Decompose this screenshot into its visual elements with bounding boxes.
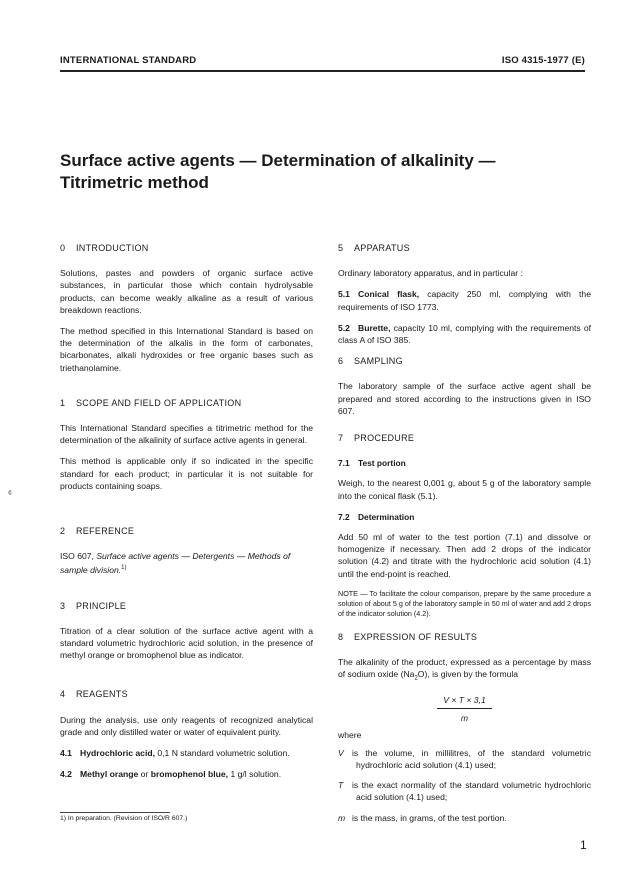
title-line-2: Titrimetric method bbox=[60, 173, 209, 192]
section-4-heading: 4 REAGENTS bbox=[60, 689, 128, 700]
section-5-heading: 5 APPARATUS bbox=[338, 243, 410, 253]
alkalinity-formula bbox=[338, 694, 591, 724]
formula-numerator: V × T × 3,1 bbox=[437, 694, 492, 709]
page-header bbox=[60, 52, 585, 68]
header-standard-number: ISO 4315-1977 (E) bbox=[501, 55, 585, 66]
section-2-reference: ISO 607, Surface active agents — Detergents — Methods of sample division.$^{1)}$ bbox=[60, 551, 291, 576]
section-5-item-2: 5.2 Burette, capacity 10 ml, complying with the requirements of class A of ISO 385. bbox=[338, 322, 591, 346]
subsection-7-2-text: Add 50 ml of water to the test portion (7.1) and dissolve or homogenize if necessary. Then add 2 drops of the indicator solution (4.2) and titrate with the hydrochloric acid solution (4.1) until the end-point is reached. bbox=[338, 532, 591, 579]
section-1-paragraph-1: This International Standard specifies a titrimetric method for the determination of the alkalinity of surface active agents in general. bbox=[60, 423, 313, 446]
section-4-item-2: 4.2 Methyl orange or bromophenol blue, 1 g/l solution. bbox=[60, 769, 282, 780]
header-rule bbox=[60, 70, 585, 72]
where-label: where bbox=[338, 729, 362, 740]
formula-denominator: m bbox=[460, 713, 469, 724]
definition-m: m is the mass, in grams, of the test portion. bbox=[338, 812, 507, 823]
section-0-heading: 0 INTRODUCTION bbox=[60, 243, 149, 253]
subsection-7-1-text: Weigh, to the nearest 0,001 g, about 5 g of the laboratory sample into the conical flask (5.1). bbox=[338, 478, 591, 501]
section-1-heading: 1 SCOPE AND FIELD OF APPLICATION bbox=[60, 397, 242, 408]
section-0-paragraph-2: The method specified in this International Standard is based on the determination of the alkalis in the form of carbonates, bicarbonates, alkali hydroxides or free organic bases such as triethanolamine. bbox=[60, 326, 313, 373]
section-6-heading: 6 SAMPLING bbox=[338, 356, 403, 367]
section-0-paragraph-1: Solutions, pastes and powders of organic surface active substances, in particular those which contain hydrolysable products, can become weakly alkaline as a result of various breakdown reactions. bbox=[60, 268, 313, 315]
section-4-item-1: 4.1 Hydrochloric acid, 0,1 N standard volumetric solution. bbox=[60, 747, 290, 758]
section-1-paragraph-2: This method is applicable only if so indicated in the specific standard for each product; in particular it is not suitable for products containing soaps. bbox=[60, 456, 313, 491]
section-6-paragraph-1: The laboratory sample of the surface active agent shall be prepared and stored according to the instructions given in ISO 607. bbox=[338, 381, 591, 416]
definition-t: T is the exact normality of the standard volumetric hydrochloric acid solution (4.1) used; bbox=[338, 780, 591, 803]
document-title bbox=[60, 150, 560, 194]
procedure-note: NOTE — To facilitate the colour comparison, prepare by the same procedure a solution of about 5 g of the laboratory sample in 50 ml of water and add 2 drops of the indicator solution (4.2). bbox=[338, 588, 591, 618]
subsection-7-1-heading: 7.1 Test portion bbox=[338, 458, 406, 469]
section-8-paragraph-1: The alkalinity of the product, expressed as a percentage by mass of sodium oxide $(Na_2O)$, is given by the formula bbox=[338, 657, 591, 682]
header-standard-label: INTERNATIONAL STANDARD bbox=[60, 55, 197, 66]
title-line-1: Surface active agents — Determination of alkalinity — bbox=[60, 151, 496, 170]
page-number: 1 bbox=[580, 838, 587, 852]
section-7-heading: 7 PROCEDURE bbox=[338, 433, 415, 444]
section-8-heading: 8 EXPRESSION OF RESULTS bbox=[338, 631, 478, 642]
section-2-heading: 2 REFERENCE bbox=[60, 526, 135, 537]
subsection-7-2-heading: 7.2 Determination bbox=[338, 511, 415, 522]
section-3-paragraph-1: Titration of a clear solution of the surface active agent with a standard volumetric hydrochloric acid solution, in the presence of methyl orange or bromophenol blue as indicator. bbox=[60, 625, 313, 661]
margin-mark: ¢ bbox=[8, 490, 12, 497]
section-4-paragraph-1: During the analysis, use only reagents of recognized analytical grade and only distilled water or water of equivalent purity. bbox=[60, 714, 313, 737]
definition-v: V is the volume, in millilitres, of the standard volumetric hydrochloric acid solution (4.1) used; bbox=[338, 747, 591, 770]
left-column bbox=[60, 242, 313, 789]
section-3-heading: 3 PRINCIPLE bbox=[60, 600, 127, 611]
section-5-item-1: 5.1 Conical flask, capacity 250 ml, complying with the requirements of ISO 1773. bbox=[338, 289, 591, 312]
footnote: 1) In preparation. (Revision of ISO/R 607.) bbox=[60, 815, 188, 822]
right-column bbox=[338, 242, 591, 832]
footnote-rule bbox=[60, 812, 170, 813]
section-5-paragraph-1: Ordinary laboratory apparatus, and in particular : bbox=[338, 268, 523, 279]
